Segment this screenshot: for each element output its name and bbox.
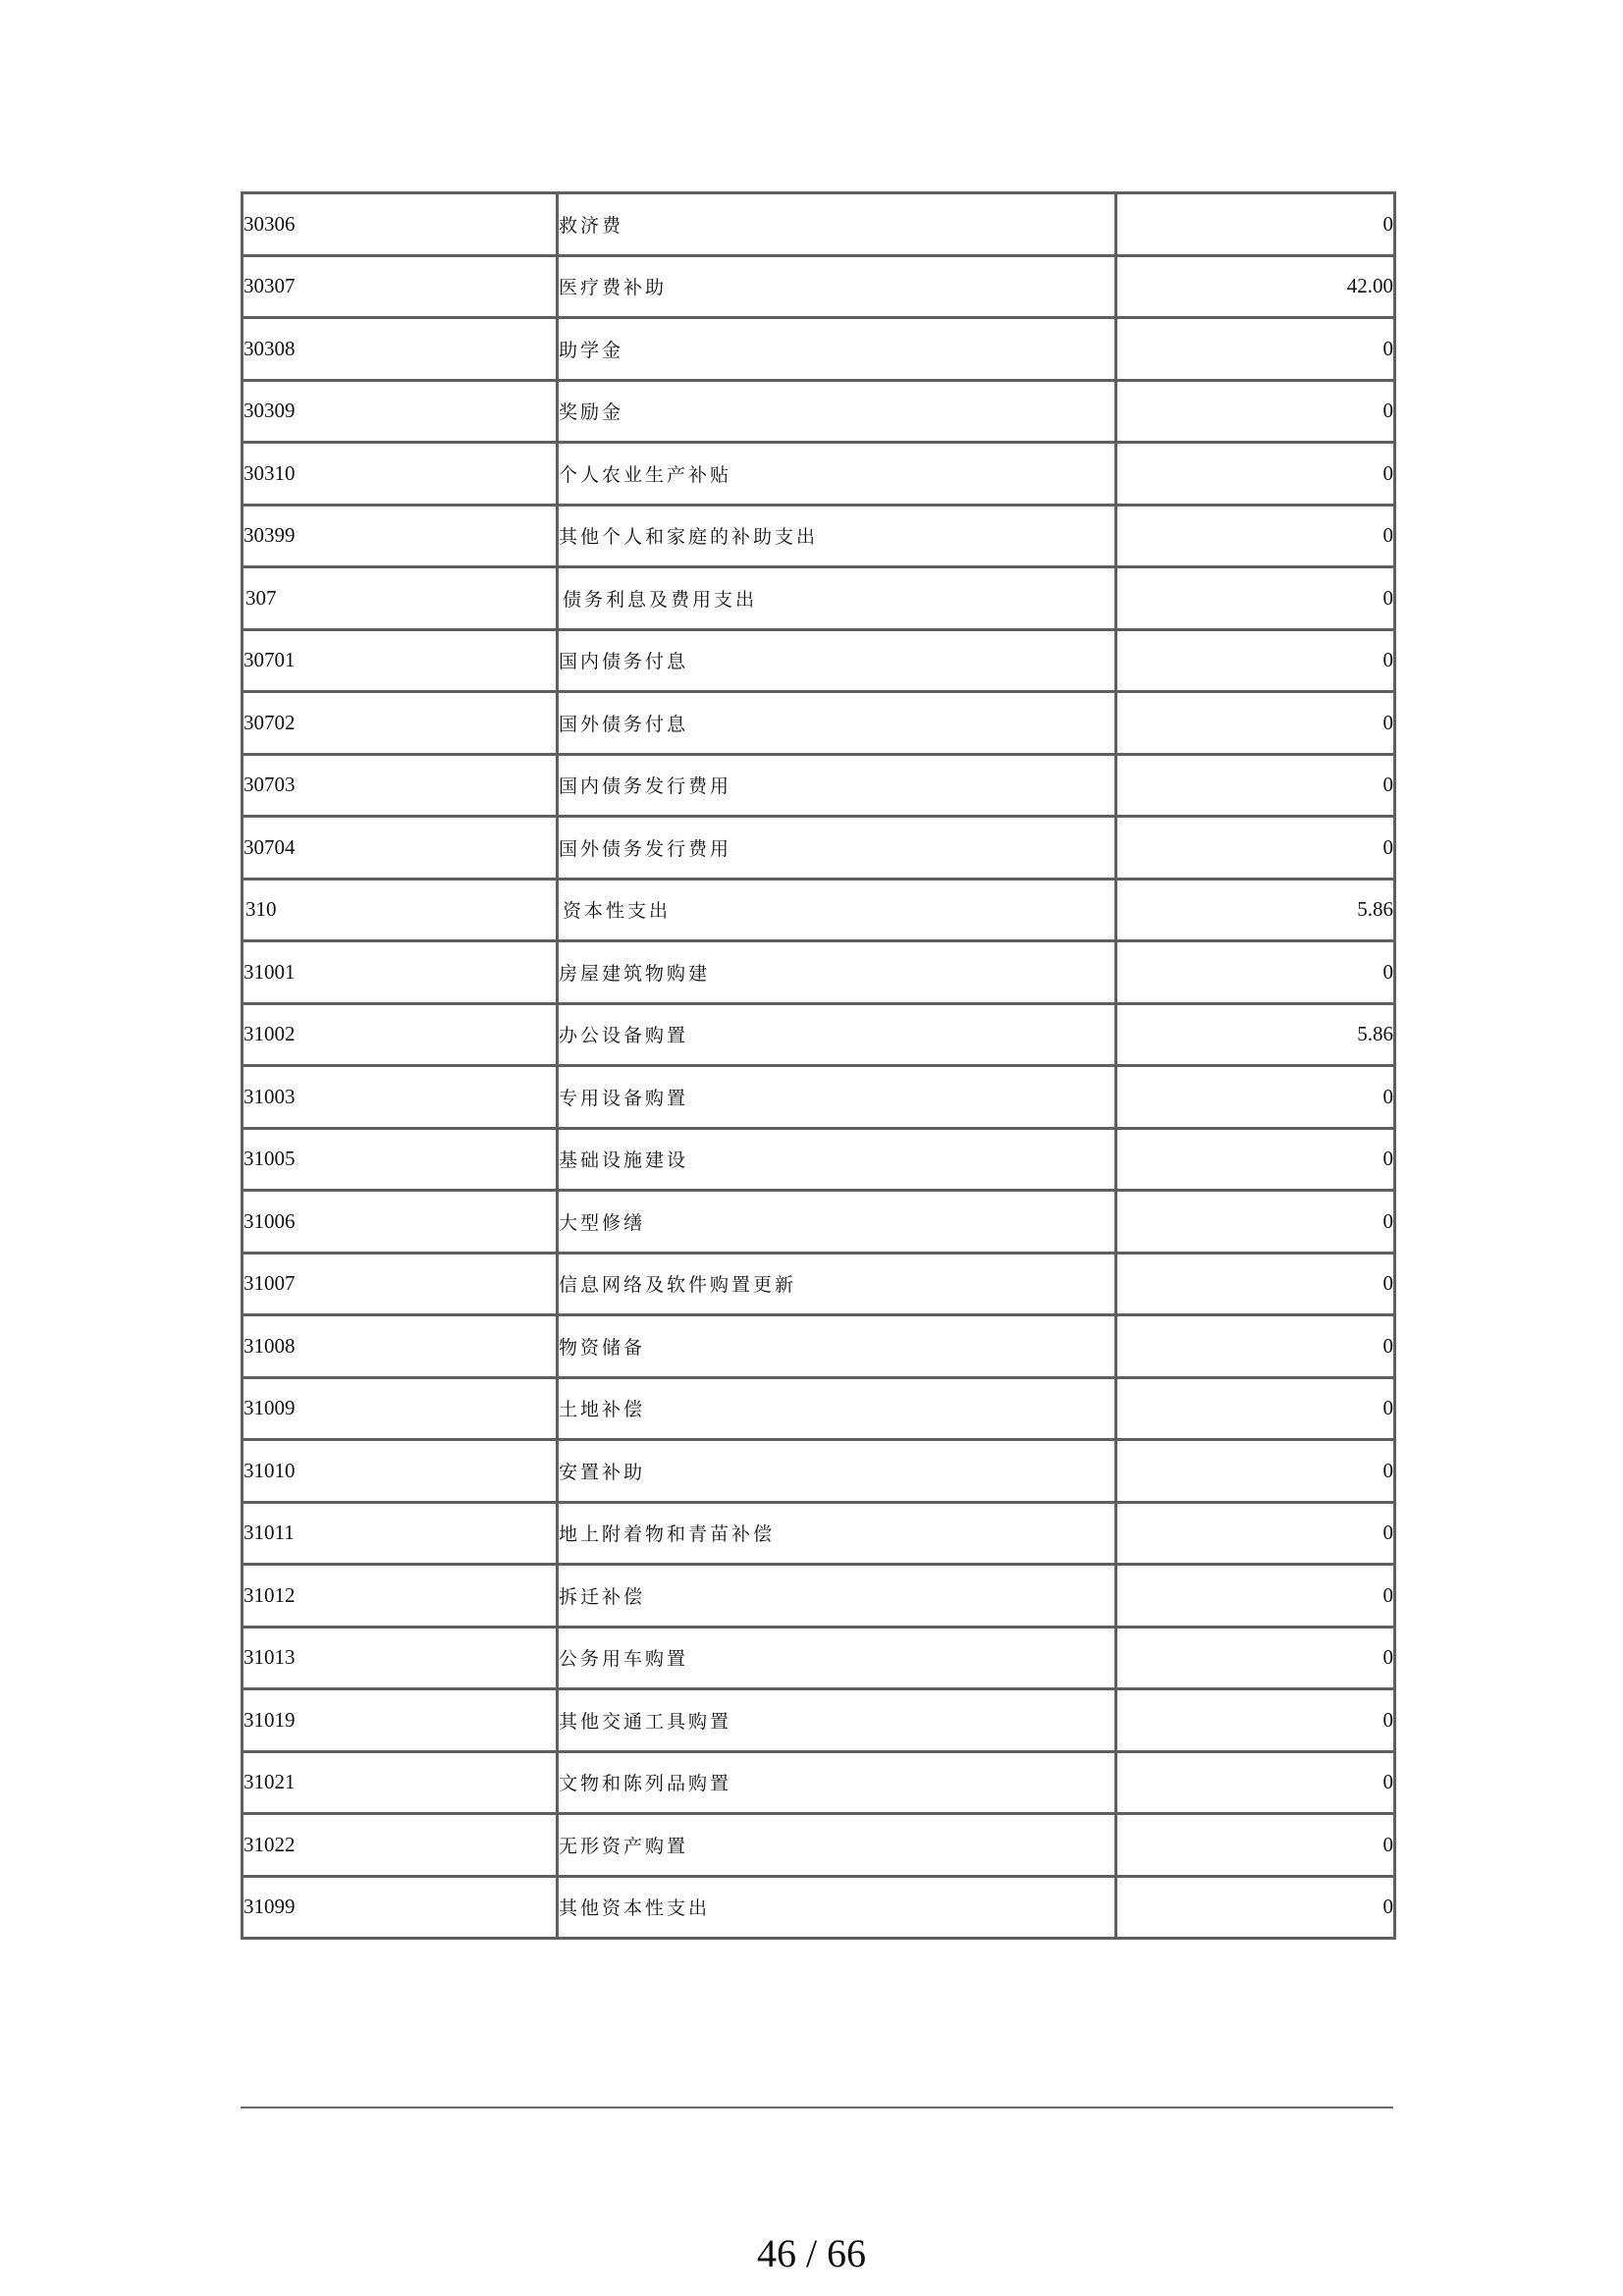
amount-cell: 0 bbox=[1116, 1377, 1395, 1440]
account-code-cell: 31002 bbox=[243, 1003, 558, 1066]
account-name-cell: 医疗费补助 bbox=[558, 255, 1116, 318]
account-code-cell: 31019 bbox=[243, 1689, 558, 1752]
account-name-cell: 个人农业生产补贴 bbox=[558, 443, 1116, 506]
amount-cell: 0 bbox=[1116, 443, 1395, 506]
table-row bbox=[243, 380, 1395, 443]
amount-cell: 0 bbox=[1116, 1876, 1395, 1939]
amount-cell: 0 bbox=[1116, 1440, 1395, 1503]
amount-cell: 0 bbox=[1116, 1253, 1395, 1315]
table-row bbox=[243, 1440, 1395, 1503]
account-name-cell: 信息网络及软件购置更新 bbox=[558, 1253, 1116, 1315]
table-row bbox=[243, 879, 1395, 941]
amount-cell: 0 bbox=[1116, 1315, 1395, 1378]
account-code-cell: 30702 bbox=[243, 692, 558, 755]
table-row bbox=[243, 505, 1395, 567]
account-name-cell: 无形资产购置 bbox=[558, 1814, 1116, 1877]
amount-cell: 42.00 bbox=[1116, 255, 1395, 318]
account-name-cell: 国外债务发行费用 bbox=[558, 817, 1116, 880]
account-name-cell: 公务用车购置 bbox=[558, 1627, 1116, 1689]
account-code-cell: 31021 bbox=[243, 1751, 558, 1814]
account-code-cell: 31009 bbox=[243, 1377, 558, 1440]
account-code-cell: 31003 bbox=[243, 1066, 558, 1129]
amount-cell: 5.86 bbox=[1116, 1003, 1395, 1066]
table-row bbox=[243, 1751, 1395, 1814]
table-row bbox=[243, 941, 1395, 1004]
table-row bbox=[243, 1502, 1395, 1565]
account-name-cell: 助学金 bbox=[558, 318, 1116, 381]
amount-cell: 0 bbox=[1116, 1502, 1395, 1565]
account-name-cell: 办公设备购置 bbox=[558, 1003, 1116, 1066]
table-row bbox=[243, 1191, 1395, 1254]
account-name-cell: 基础设施建设 bbox=[558, 1128, 1116, 1191]
table-row bbox=[243, 1066, 1395, 1129]
amount-cell: 0 bbox=[1116, 1627, 1395, 1689]
account-code-cell: 31012 bbox=[243, 1565, 558, 1628]
account-name-cell: 地上附着物和青苗补偿 bbox=[558, 1502, 1116, 1565]
account-code-cell: 31006 bbox=[243, 1191, 558, 1254]
amount-cell: 0 bbox=[1116, 817, 1395, 880]
account-name-cell: 其他个人和家庭的补助支出 bbox=[558, 505, 1116, 567]
table-row bbox=[243, 1689, 1395, 1752]
account-name-cell: 物资储备 bbox=[558, 1315, 1116, 1378]
table-body bbox=[243, 193, 1395, 1939]
table-row bbox=[243, 255, 1395, 318]
account-code-cell: 30308 bbox=[243, 318, 558, 381]
account-code-cell: 31007 bbox=[243, 1253, 558, 1315]
amount-cell: 0 bbox=[1116, 318, 1395, 381]
account-code-cell: 31010 bbox=[243, 1440, 558, 1503]
account-name-cell: 房屋建筑物购建 bbox=[558, 941, 1116, 1004]
account-code-cell: 30704 bbox=[243, 817, 558, 880]
table-row bbox=[243, 1565, 1395, 1628]
account-code-cell: 30703 bbox=[243, 754, 558, 817]
table-row bbox=[243, 318, 1395, 381]
account-name-cell: 拆迁补偿 bbox=[558, 1565, 1116, 1628]
account-code-cell: 30701 bbox=[243, 629, 558, 692]
table-row bbox=[243, 1128, 1395, 1191]
account-name-cell: 救济费 bbox=[558, 193, 1116, 256]
amount-cell: 0 bbox=[1116, 567, 1395, 630]
account-code-cell: 307 bbox=[243, 567, 558, 630]
account-name-cell: 土地补偿 bbox=[558, 1377, 1116, 1440]
table-row bbox=[243, 817, 1395, 880]
account-name-cell: 文物和陈列品购置 bbox=[558, 1751, 1116, 1814]
table-row bbox=[243, 1315, 1395, 1378]
amount-cell: 5.86 bbox=[1116, 879, 1395, 941]
table-row bbox=[243, 1003, 1395, 1066]
account-code-cell: 30309 bbox=[243, 380, 558, 443]
amount-cell: 0 bbox=[1116, 692, 1395, 755]
amount-cell: 0 bbox=[1116, 1814, 1395, 1877]
amount-cell: 0 bbox=[1116, 380, 1395, 443]
account-code-cell: 31099 bbox=[243, 1876, 558, 1939]
amount-cell: 0 bbox=[1116, 505, 1395, 567]
table-row bbox=[243, 1253, 1395, 1315]
account-name-cell: 大型修缮 bbox=[558, 1191, 1116, 1254]
account-name-cell: 债务利息及费用支出 bbox=[558, 567, 1116, 630]
amount-cell: 0 bbox=[1116, 1066, 1395, 1129]
account-name-cell: 安置补助 bbox=[558, 1440, 1116, 1503]
amount-cell: 0 bbox=[1116, 1565, 1395, 1628]
table-row bbox=[243, 1377, 1395, 1440]
budget-expenditure-table bbox=[241, 191, 1396, 1940]
table-row bbox=[243, 1876, 1395, 1939]
table-bottom-rule bbox=[241, 2107, 1393, 2109]
table-row bbox=[243, 629, 1395, 692]
account-code-cell: 31013 bbox=[243, 1627, 558, 1689]
account-name-cell: 奖励金 bbox=[558, 380, 1116, 443]
account-name-cell: 专用设备购置 bbox=[558, 1066, 1116, 1129]
account-name-cell: 其他资本性支出 bbox=[558, 1876, 1116, 1939]
table-row bbox=[243, 443, 1395, 506]
account-code-cell: 31008 bbox=[243, 1315, 558, 1378]
table-row bbox=[243, 1814, 1395, 1877]
table-row bbox=[243, 692, 1395, 755]
account-code-cell: 31022 bbox=[243, 1814, 558, 1877]
account-name-cell: 国内债务付息 bbox=[558, 629, 1116, 692]
account-name-cell: 资本性支出 bbox=[558, 879, 1116, 941]
account-name-cell: 国外债务付息 bbox=[558, 692, 1116, 755]
account-code-cell: 30307 bbox=[243, 255, 558, 318]
account-code-cell: 30310 bbox=[243, 443, 558, 506]
account-name-cell: 国内债务发行费用 bbox=[558, 754, 1116, 817]
table-row bbox=[243, 193, 1395, 256]
account-code-cell: 31011 bbox=[243, 1502, 558, 1565]
table-row bbox=[243, 754, 1395, 817]
account-name-cell: 其他交通工具购置 bbox=[558, 1689, 1116, 1752]
account-code-cell: 31005 bbox=[243, 1128, 558, 1191]
account-code-cell: 30306 bbox=[243, 193, 558, 256]
account-code-cell: 30399 bbox=[243, 505, 558, 567]
table-row bbox=[243, 1627, 1395, 1689]
amount-cell: 0 bbox=[1116, 1689, 1395, 1752]
amount-cell: 0 bbox=[1116, 629, 1395, 692]
account-code-cell: 31001 bbox=[243, 941, 558, 1004]
amount-cell: 0 bbox=[1116, 754, 1395, 817]
amount-cell: 0 bbox=[1116, 1128, 1395, 1191]
amount-cell: 0 bbox=[1116, 193, 1395, 256]
table-row bbox=[243, 567, 1395, 630]
amount-cell: 0 bbox=[1116, 941, 1395, 1004]
amount-cell: 0 bbox=[1116, 1751, 1395, 1814]
account-code-cell: 310 bbox=[243, 879, 558, 941]
page-number: 46 / 66 bbox=[756, 2231, 867, 2275]
amount-cell: 0 bbox=[1116, 1191, 1395, 1254]
